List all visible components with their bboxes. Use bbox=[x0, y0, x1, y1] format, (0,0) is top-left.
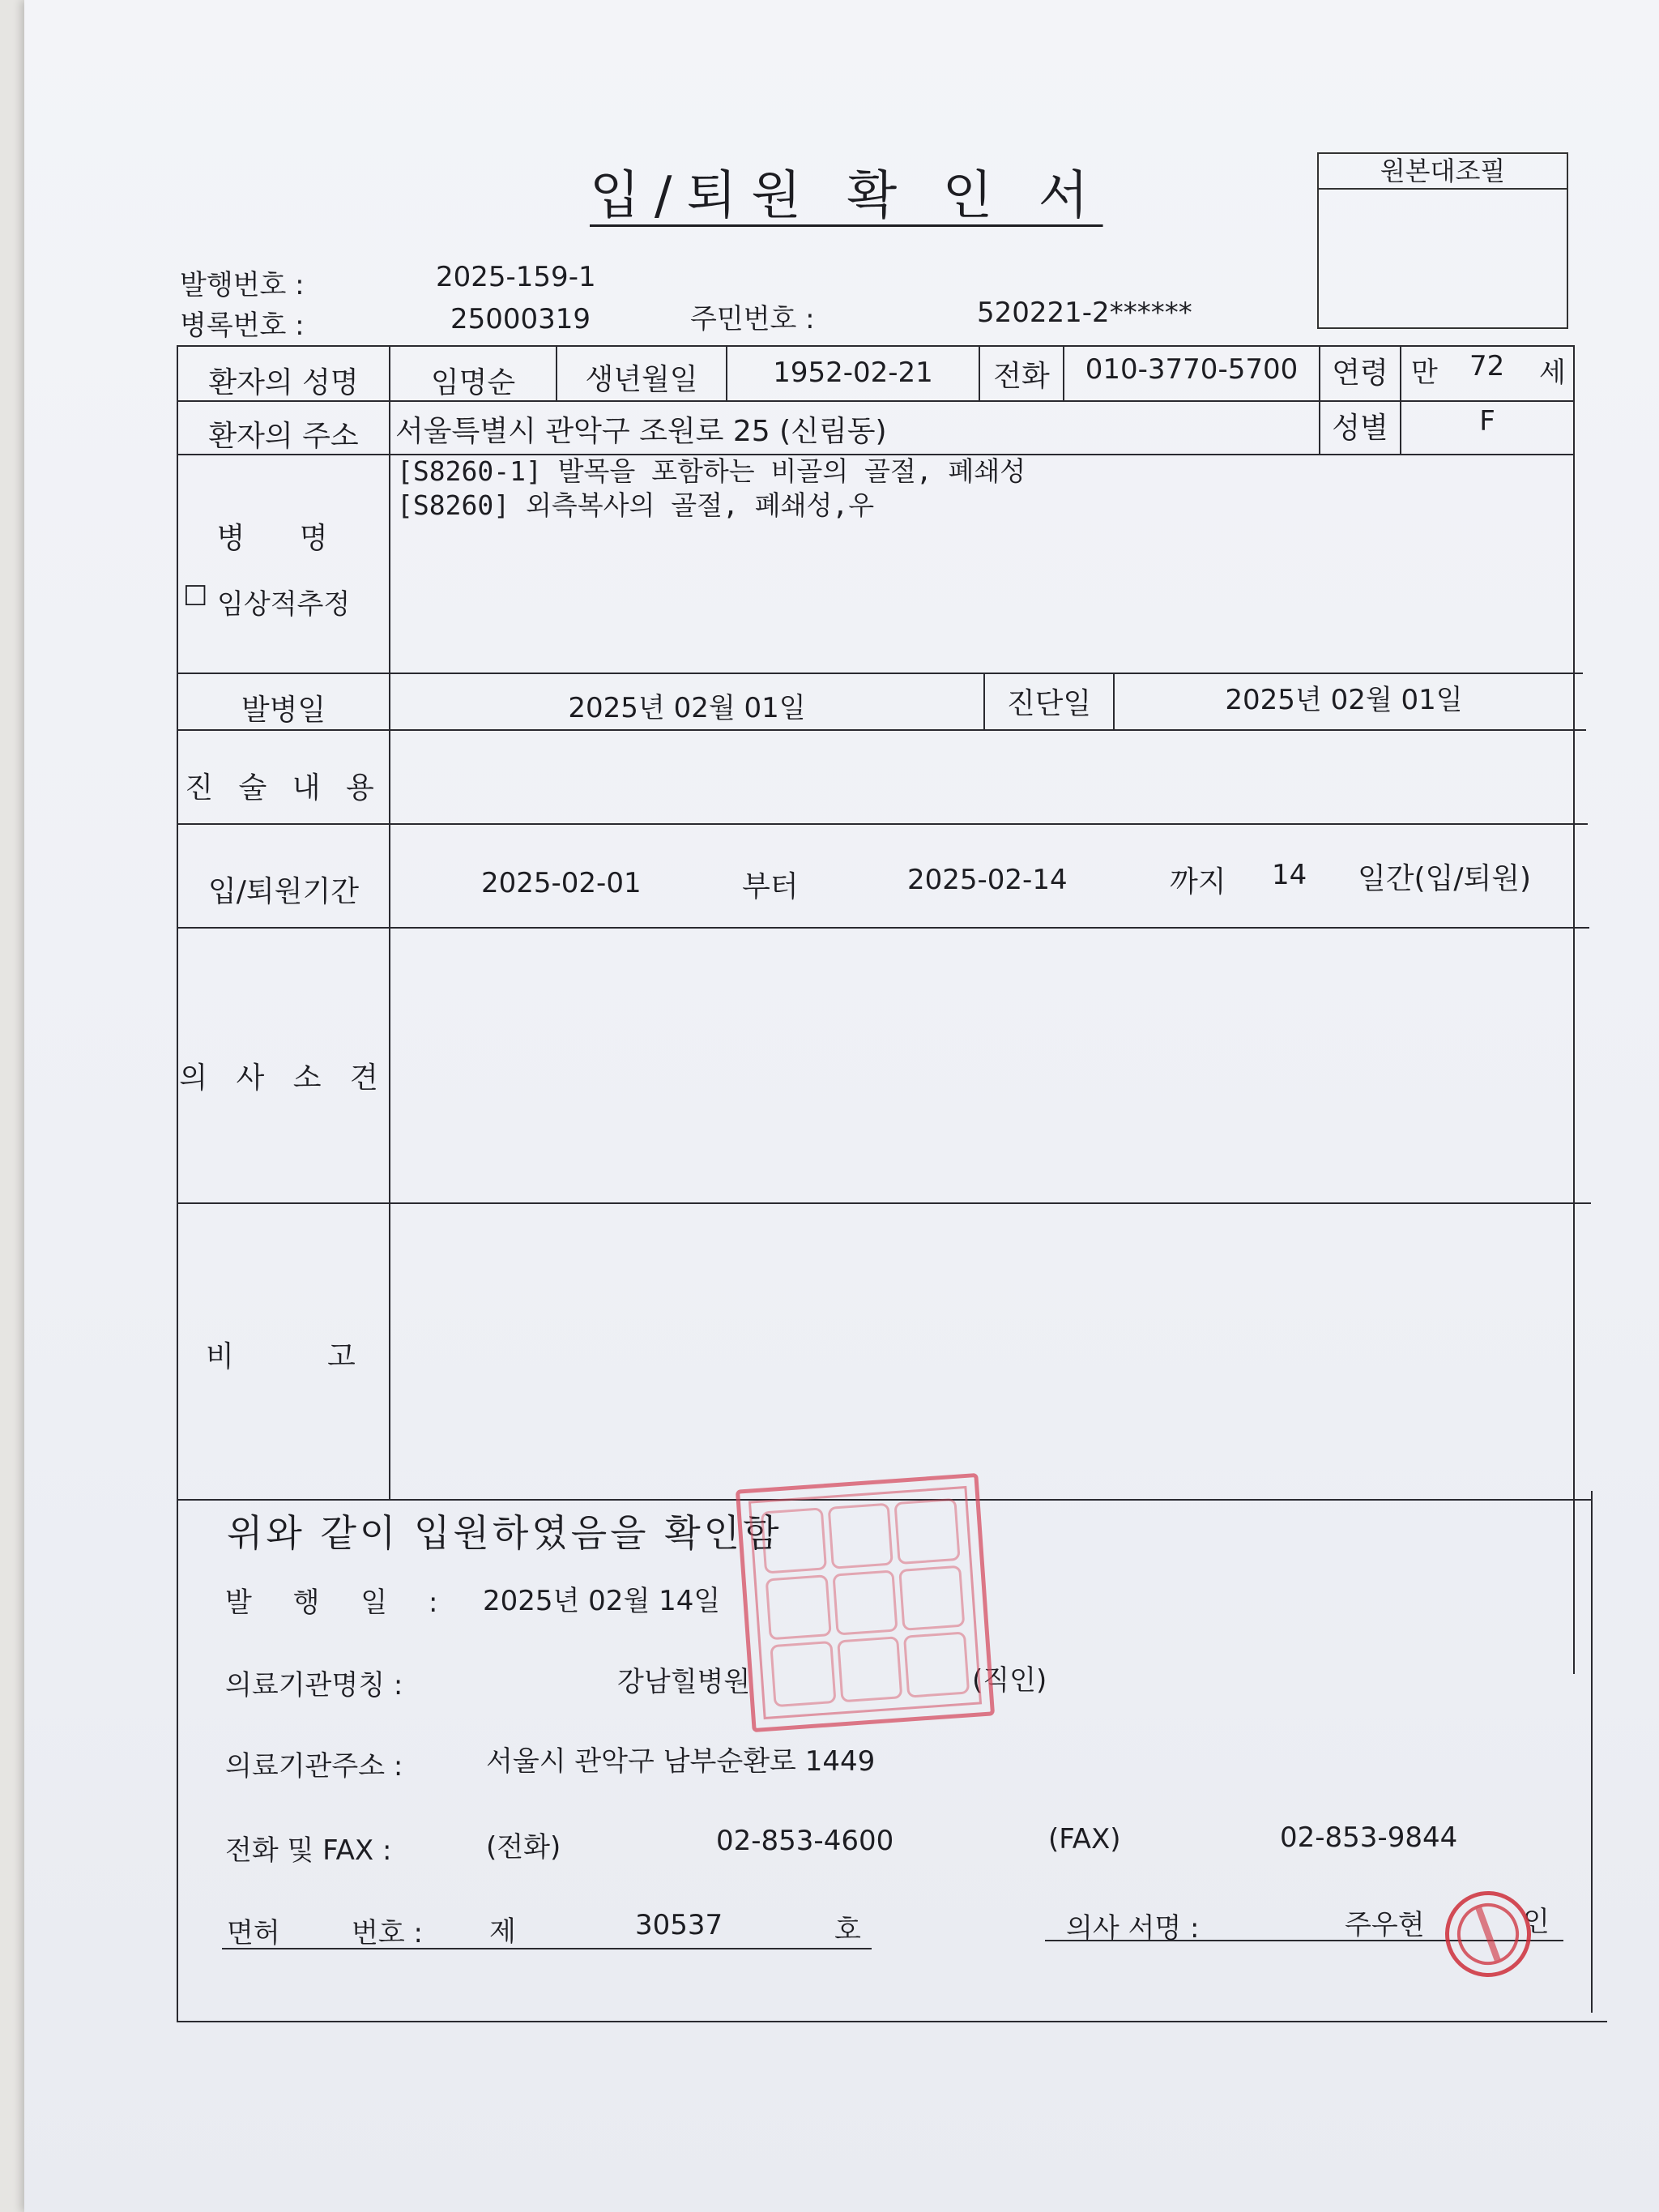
onset-date-value: 2025년 02월 01일 bbox=[568, 692, 806, 724]
doctor-opinion-label: 의 사 소 견 bbox=[179, 1061, 388, 1095]
patient-address: 서울특별시 관악구 조원로 25 (신림동) bbox=[395, 415, 887, 448]
dob-label: 생년월일 bbox=[585, 363, 698, 396]
confirmation-statement: 위와 같이 입원하였음을 확인함 bbox=[227, 1511, 783, 1555]
diagnosis-date-value: 2025년 02월 01일 bbox=[1225, 684, 1463, 716]
issue-date-label: 발 행 일 : bbox=[225, 1586, 454, 1619]
tel-value: 02-853-4600 bbox=[716, 1825, 894, 1857]
license-number: 30537 bbox=[635, 1909, 723, 1941]
license-prefix: 제 bbox=[489, 1915, 516, 1948]
dob-value: 1952-02-21 bbox=[773, 357, 933, 389]
patient-name-label: 환자의 성명 bbox=[208, 366, 359, 399]
clinical-estimate-label: 임상적추정 bbox=[217, 588, 351, 621]
fax-value: 02-853-9844 bbox=[1280, 1821, 1458, 1854]
license-suffix: 호 bbox=[834, 1914, 861, 1946]
patient-address-label: 환자의 주소 bbox=[208, 420, 359, 453]
doctor-name: 주우현 bbox=[1345, 1909, 1425, 1941]
institution-address-label: 의료기관주소 : bbox=[225, 1750, 403, 1783]
original-verified-label: 원본대조필 bbox=[1317, 152, 1568, 190]
document-title: 입/퇴원 확 인 서 bbox=[590, 166, 1103, 226]
sex-value: F bbox=[1479, 405, 1495, 438]
sex-label: 성별 bbox=[1332, 412, 1388, 445]
clinical-estimate-checkbox[interactable]: ☐ bbox=[183, 580, 208, 613]
remarks-label-2: 고 bbox=[327, 1340, 356, 1373]
doctor-signature-label: 의사 서명 : bbox=[1066, 1912, 1200, 1945]
institution-name: 강남힐병원 bbox=[617, 1666, 751, 1698]
remarks-label-1: 비 bbox=[206, 1340, 234, 1373]
record-no-value: 25000319 bbox=[450, 303, 591, 335]
issue-date-value: 2025년 02월 14일 bbox=[483, 1585, 721, 1617]
diagnosis-line: [S8260] 외측복사의 골절, 폐쇄성,우 bbox=[397, 489, 875, 521]
phone-value: 010-3770-5700 bbox=[1085, 353, 1299, 386]
institution-address: 서울시 관악구 남부순환로 1449 bbox=[486, 1745, 876, 1778]
issue-no-value: 2025-159-1 bbox=[436, 261, 596, 293]
onset-date-label: 발병일 bbox=[241, 694, 326, 727]
age-prefix: 만 bbox=[1411, 357, 1438, 389]
age-suffix: 세 bbox=[1539, 357, 1566, 389]
record-no-label: 병록번호 : bbox=[180, 310, 305, 342]
license-label-2: 번호 : bbox=[352, 1917, 423, 1949]
stay-period-label: 입/퇴원기간 bbox=[207, 875, 359, 908]
official-seal-word: (직인) bbox=[972, 1664, 1047, 1697]
license-label-1: 면허 bbox=[227, 1917, 280, 1949]
patient-name: 임명순 bbox=[430, 366, 516, 399]
diagnosis-date-label: 진단일 bbox=[1006, 687, 1092, 720]
issue-no-label: 발행번호 : bbox=[180, 269, 305, 301]
diagnosis-label: 병 명 bbox=[216, 522, 351, 555]
diagnosis-line: [S8260-1] 발목을 포함하는 비골의 골절, 폐쇄성 bbox=[397, 455, 1026, 487]
stay-days: 14 bbox=[1272, 859, 1307, 891]
statement-label: 진 술 내 용 bbox=[185, 771, 382, 805]
fax-label: (FAX) bbox=[1048, 1823, 1121, 1855]
stay-to-date: 2025-02-14 bbox=[907, 864, 1068, 896]
age-value: 72 bbox=[1469, 350, 1505, 382]
contact-label: 전화 및 FAX : bbox=[225, 1834, 392, 1867]
institution-name-label: 의료기관명칭 : bbox=[225, 1669, 403, 1702]
tel-label: (전화) bbox=[486, 1831, 561, 1864]
stay-from-date: 2025-02-01 bbox=[481, 867, 642, 899]
hospital-official-stamp bbox=[736, 1473, 995, 1732]
stay-days-suffix: 일간(입/퇴원) bbox=[1358, 862, 1532, 895]
stay-from-word: 부터 bbox=[742, 870, 799, 903]
doctor-seal-word: 인 bbox=[1523, 1906, 1550, 1938]
stay-to-word: 까지 bbox=[1170, 865, 1226, 899]
rrn-value: 520221-2****** bbox=[977, 297, 1192, 329]
rrn-label: 주민번호 : bbox=[690, 303, 815, 335]
phone-label: 전화 bbox=[993, 360, 1050, 393]
age-label: 연령 bbox=[1332, 357, 1388, 390]
